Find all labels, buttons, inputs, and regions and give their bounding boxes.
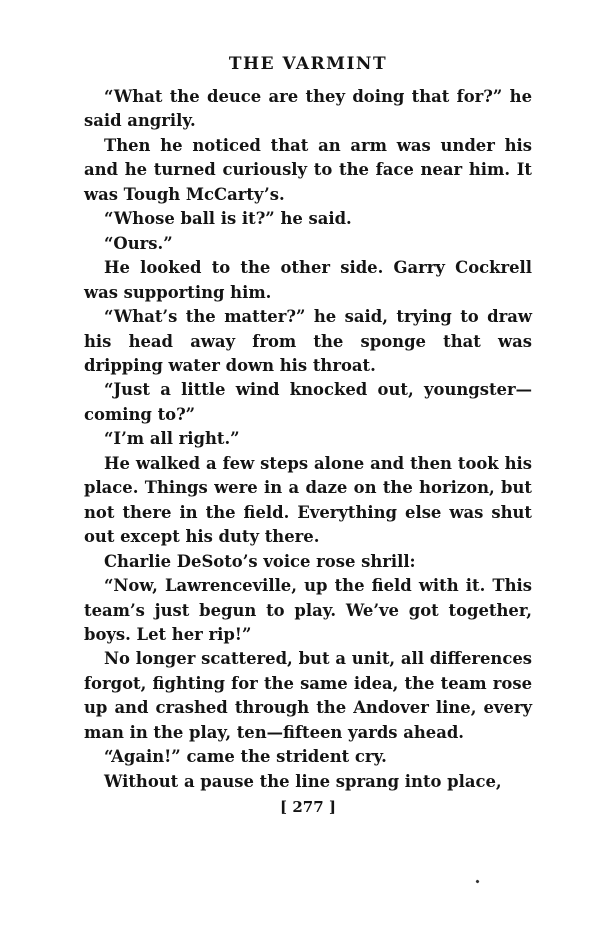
paragraph: “Whose ball is it?” he said. <box>104 209 352 229</box>
paragraph: “What the deuce are they doing that for?” he said angrily. <box>84 87 532 131</box>
paragraph: “Now, Lawrenceville, up the field with it. This team’s just begun to play. We’ve got together, boys. Let her rip!” <box>84 576 532 644</box>
paragraph: No longer scattered, but a unit, all differences forgot, fighting for the same idea, the team rose up and crashed through the Andover line, every man in the play, ten—fifteen yards ahead. <box>84 649 532 742</box>
paragraph: “Ours.” <box>104 233 173 253</box>
paragraph: “Just a little wind knocked out, youngster— coming to?” <box>84 380 532 424</box>
paragraph: Charlie DeSoto’s voice rose shrill: <box>104 551 416 571</box>
page-number: [ 277 ] <box>280 798 336 816</box>
paragraph: He looked to the other side. Garry Cockrell was supporting him. <box>84 258 532 302</box>
paragraph: “I’m all right.” <box>104 429 240 449</box>
paragraph: “Again!” came the strident cry. <box>104 747 387 767</box>
ink-speck <box>475 879 479 883</box>
paragraph: “What’s the matter?” he said, trying to draw his head away from the sponge that was dripping water down his throat. <box>84 307 532 375</box>
paragraph: Without a pause the line sprang into place, <box>104 771 502 791</box>
running-head: THE VARMINT <box>228 54 388 74</box>
body-text <box>84 85 532 794</box>
paragraph: Then he noticed that an arm was under his and he turned curiously to the face near him. It was Tough McCarty’s. <box>84 135 532 204</box>
paragraph: He walked a few steps alone and then took his place. Things were in a daze on the horizon, but not there in the field. Everything else was shut out except his duty there. <box>84 453 532 547</box>
